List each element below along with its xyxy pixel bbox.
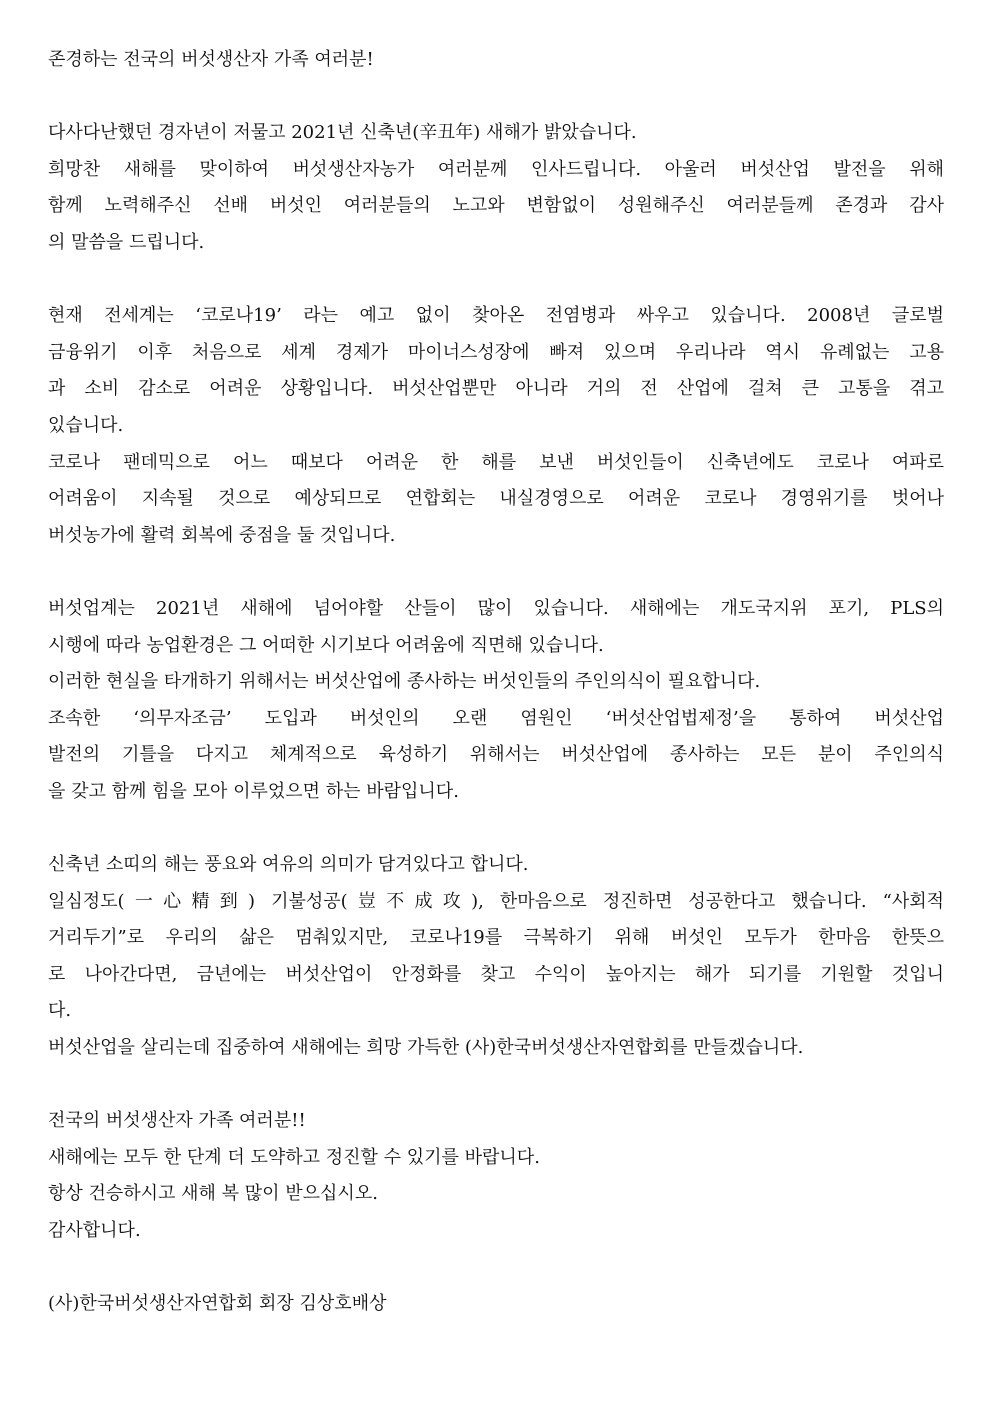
text-line: 있습니다. <box>48 414 124 436</box>
text-line: 신축년 소띠의 해는 풍요와 여유의 의미가 담겨있다고 합니다. <box>48 854 529 876</box>
text-line: 발전의 기틀을 다지고 체계적으로 육성하기 위해서는 버섯산업에 종사하는 모든 분이 주인의식 <box>48 744 944 766</box>
text-line: 전국의 버섯생산자 가족 여러분!! <box>48 1110 306 1132</box>
text-line: 희망찬 새해를 맞이하여 버섯생산자농가 여러분께 인사드립니다. 아울러 버섯산업 발전을 위해 <box>48 158 944 180</box>
text-line: 을 갖고 함께 힘을 모아 이루었으면 하는 바람입니다. <box>48 780 459 802</box>
paragraph-ox-year <box>48 847 944 1067</box>
paragraph-industry <box>48 591 944 811</box>
paragraph-closing <box>48 1103 944 1249</box>
text-line: 거리두기”로 우리의 삶은 멈춰있지만, 코로나19를 극복하기 위해 버섯인 모두가 한마음 한뜻으 <box>48 927 944 949</box>
text-line: 버섯농가에 활력 회복에 중점을 둘 것입니다. <box>48 524 396 546</box>
signature-line: (사)한국버섯생산자연합회 회장 김상호배상 <box>48 1293 387 1315</box>
paragraph-gap <box>48 79 944 116</box>
greeting-line: 존경하는 전국의 버섯생산자 가족 여러분! <box>48 49 374 70</box>
text-line: 다사다난했던 경자년이 저물고 2021년 신축년(辛丑年) 새해가 밝았습니다. <box>48 122 637 144</box>
text-line: 버섯업계는 2021년 새해에 넘어야할 산들이 많이 있습니다. 새해에는 개도국지위 포기, PLS의 <box>48 597 944 619</box>
text-line: 로 나아간다면, 금년에는 버섯산업이 안정화를 찾고 수익이 높아지는 해가 되기를 기원할 것입니 <box>48 963 944 985</box>
text-line: 의 말씀을 드립니다. <box>48 231 205 253</box>
text-line: 과 소비 감소로 어려운 상황입니다. 버섯산업뿐만 아니라 거의 전 산업에 걸쳐 큰 고통을 겪고 <box>48 378 944 400</box>
text-line: 조속한 ‘의무자조금’ 도입과 버섯인의 오랜 염원인 ‘버섯산업법제정’을 통하여 버섯산업 <box>48 707 944 729</box>
text-line: 항상 건승하시고 새해 복 많이 받으십시오. <box>48 1183 378 1205</box>
text-line: 어려움이 지속될 것으로 예상되므로 연합회는 내실경영으로 어려운 코로나 경영위기를 벗어나 <box>48 488 944 510</box>
text-line: 새해에는 모두 한 단계 더 도약하고 정진할 수 있기를 바랍니다. <box>48 1146 540 1168</box>
paragraph-gap <box>48 554 944 591</box>
paragraph-covid <box>48 298 944 554</box>
paragraph-gap <box>48 1250 944 1287</box>
text-line: 코로나 팬데믹으로 어느 때보다 어려운 한 해를 보낸 버섯인들이 신축년에도 코로나 여파로 <box>48 451 944 473</box>
paragraph-gap <box>48 810 944 847</box>
text-line: 현재 전세계는 ‘코로나19’ 라는 예고 없이 찾아온 전염병과 싸우고 있습니다. 2008년 글로벌 <box>48 305 944 327</box>
text-line: 이러한 현실을 타개하기 위해서는 버섯산업에 종사하는 버섯인들의 주인의식이 필요합니다. <box>48 671 761 693</box>
text-line: 감사합니다. <box>48 1220 141 1241</box>
text-line: 버섯산업을 살리는데 집중하여 새해에는 희망 가득한 (사)한국버섯생산자연합회를 만들겠습니다. <box>48 1037 804 1059</box>
text-line: 함께 노력해주신 선배 버섯인 여러분들의 노고와 변함없이 성원해주신 여러분들께 존경과 감사 <box>48 195 944 217</box>
text-line: 다. <box>48 1000 72 1022</box>
paragraph-gap <box>48 262 944 299</box>
text-line: 시행에 따라 농업환경은 그 어떠한 시기보다 어려움에 직면해 있습니다. <box>48 634 604 656</box>
letter-body <box>48 42 944 1323</box>
paragraph-new-year <box>48 115 944 261</box>
paragraph-gap <box>48 1067 944 1104</box>
text-line: 금융위기 이후 처음으로 세계 경제가 마이너스성장에 빠져 있으며 우리나라 역시 유례없는 고용 <box>48 341 944 363</box>
text-line: 일심정도(一心精到) 기불성공(豈不成攻), 한마음으로 정진하면 성공한다고 했습니다. “사회적 <box>48 890 944 912</box>
